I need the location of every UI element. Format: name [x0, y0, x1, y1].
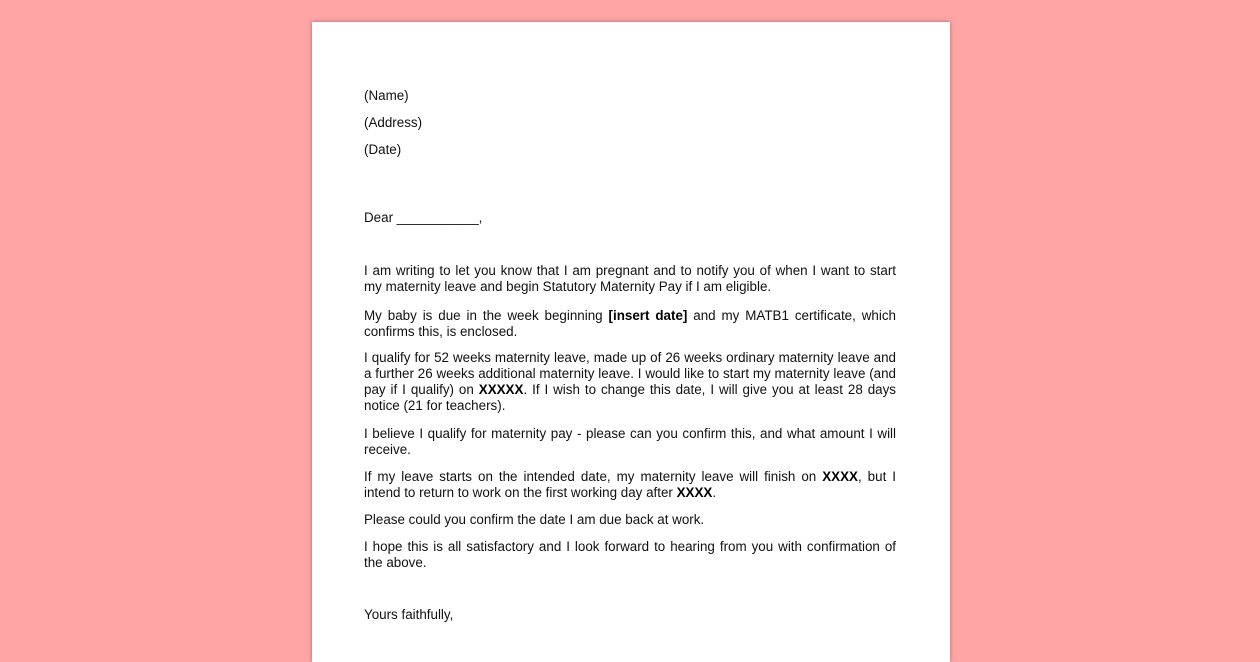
sender-address: (Address): [364, 115, 423, 130]
placeholder-start-date: XXXXX: [478, 382, 524, 397]
paragraph-closing-remark: I hope this is all satisfactory and I look forward to hearing from you with confirmation of the above.: [364, 539, 896, 570]
paragraph-due-date: [364, 308, 896, 340]
paragraph-leave-entitlement: [364, 350, 896, 414]
paragraph-maternity-pay: I believe I qualify for maternity pay - please can you confirm this, and what amount I will receive.: [364, 426, 896, 457]
salutation: Dear ___________,: [364, 210, 483, 225]
paragraph-confirm: Please could you confirm the date I am due back at work.: [364, 512, 705, 527]
text: .: [712, 485, 717, 500]
text: My baby is due in the week beginning: [364, 308, 609, 323]
letter-date: (Date): [364, 142, 402, 157]
text: , but I intend to return to work on the first working day after: [364, 469, 897, 500]
closing: Yours faithfully,: [364, 607, 454, 622]
text: I qualify for 52 weeks maternity leave, made up of 26 weeks ordinary maternity leave and a further 26 weeks additional maternity leave. I would like to start my maternity leave (and pay if I qualify) on: [364, 350, 896, 397]
letter-page: [312, 22, 950, 662]
placeholder-date: [insert date]: [608, 308, 688, 323]
text: and my MATB1 certificate, which confirms this, is enclosed.: [364, 308, 896, 339]
placeholder-finish-date: XXXX: [822, 469, 858, 484]
paragraph-return-date: [364, 469, 896, 501]
text: . If I wish to change this date, I will give you at least 28 days notice (21 for teachers).: [364, 382, 897, 413]
paragraph-intro: I am writing to let you know that I am pregnant and to notify you of when I want to start my maternity leave and begin Statutory Maternity Pay if I am eligible.: [364, 263, 896, 294]
sender-name: (Name): [364, 88, 409, 103]
placeholder-return-date: XXXX: [676, 485, 713, 500]
text: If my leave starts on the intended date, my maternity leave will finish on: [364, 469, 823, 484]
